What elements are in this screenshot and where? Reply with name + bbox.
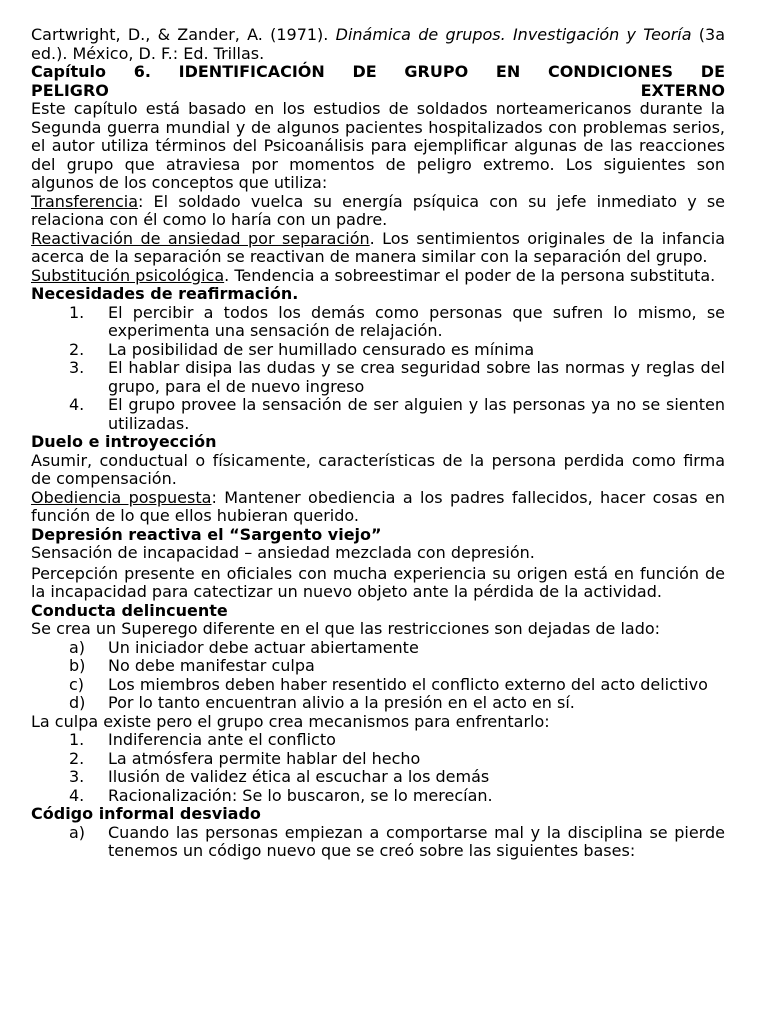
intro-paragraph: Este capítulo está basado en los estudios de soldados norteamericanos durante la Segunda guerra mundial y de algunos pacientes hospitalizados con problemas serios, el autor utiliza términos del Psicoanálisis para ejemplificar algunas de las reacciones del grupo que atraviesa por momentos de peligro extremo. Los siguientes son algunos de los conceptos que utiliza:: [31, 99, 725, 192]
conducta-list: [31, 639, 725, 713]
list-item: [31, 639, 725, 658]
list-marker: 4.: [69, 785, 85, 805]
list-marker: 3.: [69, 358, 85, 377]
list-text: Racionalización: Se lo buscaron, se lo merecían.: [108, 785, 493, 805]
list-item: [31, 396, 725, 433]
reafirmacion-list: [31, 304, 725, 434]
list-marker: a): [69, 637, 86, 657]
list-marker: 1.: [69, 730, 85, 749]
list-text: Los miembros deben haber resentido el conflicto externo del acto delictivo: [108, 674, 708, 694]
culpa-intro: La culpa existe pero el grupo crea mecanismos para enfrentarlo:: [31, 711, 550, 731]
list-text: Un iniciador debe actuar abiertamente: [108, 637, 419, 657]
concept-reactivacion: [31, 230, 725, 267]
list-text: El grupo provee la sensación de ser alguien y las personas ya no se sienten utilizadas.: [108, 395, 725, 433]
document-page: [31, 26, 725, 861]
list-marker: 3.: [69, 767, 85, 786]
list-item: [31, 657, 725, 676]
concept-term: Substitución psicológica: [31, 265, 225, 285]
heading-reafirmacion: Necesidades de reafirmación.: [31, 284, 299, 303]
concept-term: Obediencia pospuesta: [31, 487, 212, 507]
chapter-title: [31, 63, 725, 100]
concept-transferencia: [31, 193, 725, 230]
codigo-list: [31, 824, 725, 861]
list-text: Ilusión de validez ética al escuchar a los demás: [108, 767, 490, 786]
culpa-list: [31, 731, 725, 805]
list-item: [31, 824, 725, 861]
chapter-title-line2: PELIGRO EXTERNO: [31, 80, 725, 100]
list-item: [31, 676, 725, 695]
conducta-intro: Se crea un Superego diferente en el que las restricciones son dejadas de lado:: [31, 619, 661, 638]
list-text: El percibir a todos los demás como personas que sufren lo mismo, se experimenta una sensación de relajación.: [108, 302, 725, 340]
list-item: [31, 359, 725, 396]
list-item: [31, 341, 725, 360]
list-text: La atmósfera permite hablar del hecho: [108, 748, 421, 768]
depresion-paragraph-2: Percepción presente en oficiales con mucha experiencia su origen está en función de la incapacidad para catectizar un nuevo objeto ante la pérdida de la actividad.: [31, 563, 725, 601]
list-item: [31, 787, 725, 806]
heading-duelo: Duelo e introyección: [31, 432, 217, 451]
list-item: [31, 731, 725, 750]
concept-substitucion: [31, 267, 725, 286]
list-marker: 4.: [69, 395, 85, 414]
heading-conducta: Conducta delincuente: [31, 600, 228, 620]
citation-rest: (3a ed.). México, D. F.: Ed. Trillas.: [31, 25, 726, 63]
list-marker: a): [69, 822, 86, 842]
heading-codigo: Código informal desviado: [31, 804, 261, 823]
concept-term: Transferencia: [31, 191, 139, 211]
list-text: El hablar disipa las dudas y se crea seguridad sobre las normas y reglas del grupo, para el de nuevo ingreso: [108, 358, 725, 396]
concept-text: : El soldado vuelca su energía psíquica con su jefe inmediato y se relaciona con él como lo haría con un padre.: [31, 191, 725, 229]
duelo-paragraph: Asumir, conductual o físicamente, características de la persona perdida como firma de compensación.: [31, 450, 725, 488]
heading-depresion: Depresión reactiva el “Sargento viejo”: [31, 524, 382, 544]
list-marker: c): [69, 674, 85, 694]
list-marker: 1.: [69, 302, 85, 322]
list-text: No debe manifestar culpa: [108, 656, 315, 675]
list-item: [31, 750, 725, 769]
list-item: [31, 768, 725, 787]
list-marker: d): [69, 693, 86, 712]
citation: [31, 26, 725, 63]
list-marker: 2.: [69, 339, 85, 359]
concept-text: . Tendencia a sobreestimar el poder de la persona substituta.: [224, 265, 716, 285]
list-marker: b): [69, 656, 86, 675]
list-text: Cuando las personas empiezan a comportarse mal y la disciplina se pierde tenemos un código nuevo que se creó sobre las siguientes bases:: [108, 822, 725, 860]
concept-obediencia: [31, 489, 725, 526]
concept-text: . Los sentimientos originales de la infancia acerca de la separación se reactivan de manera similar con la separación del grupo.: [31, 228, 725, 266]
list-text: Indiferencia ante el conflicto: [108, 730, 336, 749]
list-text: Por lo tanto encuentran alivio a la presión en el acto en sí.: [108, 693, 575, 712]
list-item: [31, 694, 725, 713]
chapter-title-line1: Capítulo 6. IDENTIFICACIÓN DE GRUPO EN CONDICIONES DE: [31, 62, 725, 81]
list-item: [31, 304, 725, 341]
citation-title: Dinámica de grupos. Investigación y Teoría: [335, 25, 692, 44]
concept-text: : Mantener obediencia a los padres fallecidos, hacer cosas en función de lo que ellos hubieran querido.: [31, 487, 726, 525]
list-text: La posibilidad de ser humillado censurado es mínima: [108, 339, 535, 359]
list-marker: 2.: [69, 748, 85, 768]
concept-term: Reactivación de ansiedad por separación: [31, 228, 370, 248]
depresion-paragraph-1: Sensación de incapacidad – ansiedad mezclada con depresión.: [31, 543, 535, 562]
citation-authors: Cartwright, D., & Zander, A. (1971).: [31, 25, 336, 44]
